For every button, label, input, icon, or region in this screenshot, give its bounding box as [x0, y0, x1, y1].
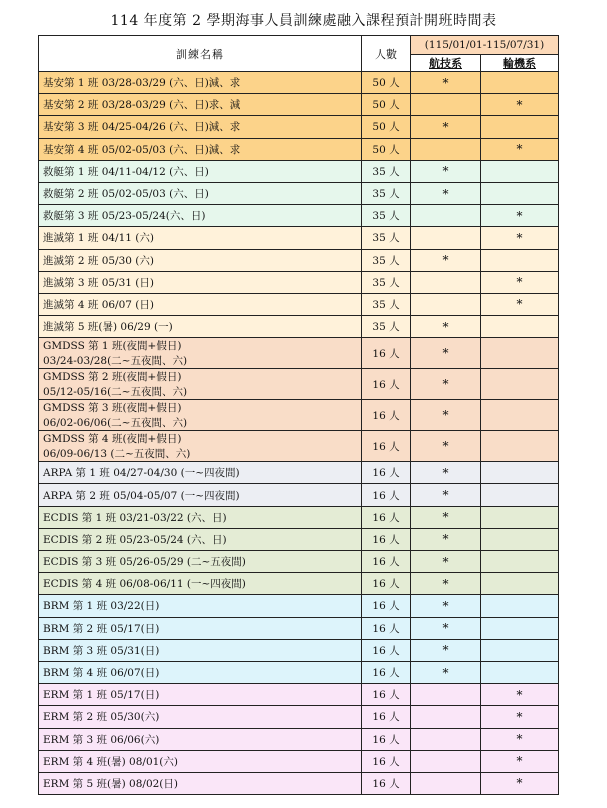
engineering-dept-mark: * [481, 772, 559, 794]
course-name-cell [39, 400, 362, 431]
course-name: ECDIS 第 2 班 05/23-05/24 (六、日) [43, 533, 227, 546]
course-name-cell [39, 772, 362, 794]
headcount-cell: 35 人 [362, 205, 411, 227]
course-name: GMDSS 第 1 班(夜間+假日) [43, 340, 182, 353]
engineering-dept-mark [481, 595, 559, 617]
engineering-dept-mark [481, 573, 559, 595]
course-name: GMDSS 第 4 班(夜間+假日) [43, 433, 182, 446]
nautical-dept-mark [411, 293, 481, 315]
headcount-cell: 16 人 [362, 551, 411, 573]
headcount-cell: 35 人 [362, 160, 411, 182]
course-name-cell [39, 94, 362, 116]
headcount-cell: 16 人 [362, 369, 411, 400]
course-name-cell [39, 72, 362, 94]
nautical-dept-mark: * [411, 506, 481, 528]
course-name: ERM 第 3 班 06/06(六) [43, 733, 160, 746]
nautical-dept-mark: * [411, 249, 481, 271]
table-row [39, 182, 559, 204]
header-count: 人數 [362, 36, 411, 72]
headcount-cell: 35 人 [362, 293, 411, 315]
course-name-cell [39, 462, 362, 484]
course-name-cell [39, 160, 362, 182]
course-name-cell [39, 116, 362, 138]
course-name-cell [39, 506, 362, 528]
table-row [39, 750, 559, 772]
engineering-dept-mark: * [481, 728, 559, 750]
header-period: (115/01/01-115/07/31) [411, 36, 559, 55]
engineering-dept-mark [481, 72, 559, 94]
table-row [39, 506, 559, 528]
headcount-cell: 16 人 [362, 573, 411, 595]
course-name: ECDIS 第 4 班 06/08-06/11 (一~四夜間) [43, 578, 246, 591]
table-row [39, 462, 559, 484]
course-name: 救艇第 1 班 04/11-04/12 (六、日) [43, 165, 209, 178]
engineering-dept-mark [481, 338, 559, 369]
headcount-cell: 16 人 [362, 706, 411, 728]
engineering-dept-mark [481, 160, 559, 182]
course-name: ARPA 第 2 班 05/04-05/07 (一~四夜間) [43, 489, 240, 502]
course-name: 進滅第 2 班 05/30 (六) [43, 254, 154, 267]
course-name: ECDIS 第 1 班 03/21-03/22 (六、日) [43, 511, 227, 524]
course-name-cell [39, 484, 362, 506]
schedule-body [39, 72, 559, 795]
table-row [39, 271, 559, 293]
course-name-cell [39, 271, 362, 293]
engineering-dept-mark [481, 316, 559, 338]
table-row [39, 316, 559, 338]
nautical-dept-mark: * [411, 116, 481, 138]
course-name: ERM 第 1 班 05/17(日) [43, 689, 160, 702]
engineering-dept-mark: * [481, 227, 559, 249]
page-title: 114 年度第 2 學期海事人員訓練處融入課程預計開班時間表 [110, 13, 497, 29]
headcount-cell: 16 人 [362, 661, 411, 683]
headcount-cell: 16 人 [362, 462, 411, 484]
table-row [39, 528, 559, 550]
course-name: 基安第 2 班 03/28-03/29 (六、日)求、減 [43, 99, 241, 112]
nautical-dept-mark: * [411, 617, 481, 639]
course-name: BRM 第 4 班 06/07(日) [43, 667, 160, 680]
headcount-cell: 16 人 [362, 617, 411, 639]
course-name: ERM 第 2 班 05/30(六) [43, 711, 160, 724]
headcount-cell: 35 人 [362, 249, 411, 271]
nautical-dept-mark: * [411, 72, 481, 94]
headcount-cell: 35 人 [362, 227, 411, 249]
headcount-cell: 16 人 [362, 431, 411, 462]
engineering-dept-mark [481, 249, 559, 271]
nautical-dept-mark: * [411, 528, 481, 550]
headcount-cell: 16 人 [362, 595, 411, 617]
nautical-dept-mark [411, 684, 481, 706]
course-name: ERM 第 4 班(暑) 08/01(六) [43, 755, 178, 768]
course-name-cell [39, 528, 362, 550]
headcount-cell: 35 人 [362, 316, 411, 338]
table-row [39, 369, 559, 400]
table-row [39, 684, 559, 706]
course-name: 救艇第 2 班 05/02-05/03 (六、日) [43, 188, 209, 201]
course-name-cell [39, 750, 362, 772]
course-name: ARPA 第 1 班 04/27-04/30 (一~四夜間) [43, 467, 240, 480]
course-name-cell [39, 551, 362, 573]
course-name: 救艇第 3 班 05/23-05/24(六、日) [43, 210, 206, 223]
course-name: 進滅第 4 班 06/07 (日) [43, 298, 154, 311]
course-name: 進滅第 3 班 05/31 (日) [43, 276, 154, 289]
nautical-dept-mark: * [411, 431, 481, 462]
table-row [39, 205, 559, 227]
table-row [39, 160, 559, 182]
engineering-dept-mark [481, 639, 559, 661]
table-row [39, 116, 559, 138]
nautical-dept-mark [411, 750, 481, 772]
nautical-dept-mark: * [411, 595, 481, 617]
engineering-dept-mark: * [481, 293, 559, 315]
nautical-dept-mark [411, 706, 481, 728]
course-name: ECDIS 第 3 班 05/26-05/29 (二~五夜間) [43, 556, 246, 569]
engineering-dept-mark: * [481, 138, 559, 160]
nautical-dept-mark: * [411, 400, 481, 431]
headcount-cell: 16 人 [362, 506, 411, 528]
table-row [39, 227, 559, 249]
course-name-cell [39, 369, 362, 400]
table-row [39, 400, 559, 431]
headcount-cell: 35 人 [362, 271, 411, 293]
table-row [39, 293, 559, 315]
engineering-dept-mark [481, 617, 559, 639]
table-row [39, 573, 559, 595]
headcount-cell: 16 人 [362, 750, 411, 772]
table-row [39, 617, 559, 639]
course-name-cell [39, 316, 362, 338]
course-name-cell [39, 293, 362, 315]
headcount-cell: 50 人 [362, 94, 411, 116]
nautical-dept-mark: * [411, 661, 481, 683]
engineering-dept-mark [481, 462, 559, 484]
table-row [39, 595, 559, 617]
table-row [39, 249, 559, 271]
headcount-cell: 50 人 [362, 138, 411, 160]
course-name: BRM 第 1 班 03/22(日) [43, 600, 160, 613]
course-name: 進滅第 5 班(暑) 06/29 (一) [43, 321, 173, 334]
course-name-cell [39, 617, 362, 639]
headcount-cell: 16 人 [362, 484, 411, 506]
table-row [39, 639, 559, 661]
course-name-cell [39, 573, 362, 595]
nautical-dept-mark: * [411, 316, 481, 338]
headcount-cell: 16 人 [362, 772, 411, 794]
nautical-dept-mark: * [411, 573, 481, 595]
headcount-cell: 16 人 [362, 338, 411, 369]
schedule-table [38, 35, 559, 795]
course-name-cell [39, 249, 362, 271]
engineering-dept-mark: * [481, 706, 559, 728]
nautical-dept-mark [411, 271, 481, 293]
course-name-cell [39, 639, 362, 661]
header-course-name: 訓練名稱 [39, 36, 362, 72]
headcount-cell: 16 人 [362, 728, 411, 750]
engineering-dept-mark [481, 182, 559, 204]
table-row [39, 772, 559, 794]
course-name: 基安第 3 班 04/25-04/26 (六、日)減、求 [43, 121, 241, 134]
table-row [39, 484, 559, 506]
course-name-cell [39, 661, 362, 683]
table-row [39, 551, 559, 573]
header-dept-marine-engineering: 輪機系 [481, 55, 559, 72]
nautical-dept-mark: * [411, 639, 481, 661]
course-name-cell [39, 338, 362, 369]
course-name: BRM 第 3 班 05/31(日) [43, 644, 160, 657]
course-schedule: 03/24-03/28(二~五夜間、六) [43, 355, 188, 368]
table-row [39, 72, 559, 94]
engineering-dept-mark: * [481, 684, 559, 706]
course-name: 基安第 1 班 03/28-03/29 (六、日)減、求 [43, 77, 241, 90]
nautical-dept-mark: * [411, 462, 481, 484]
table-row [39, 94, 559, 116]
engineering-dept-mark [481, 506, 559, 528]
engineering-dept-mark [481, 400, 559, 431]
nautical-dept-mark [411, 205, 481, 227]
headcount-cell: 50 人 [362, 72, 411, 94]
course-name: 進滅第 1 班 04/11 (六) [43, 232, 154, 245]
course-name: BRM 第 2 班 05/17(日) [43, 622, 160, 635]
nautical-dept-mark [411, 227, 481, 249]
headcount-cell: 16 人 [362, 528, 411, 550]
course-name-cell [39, 205, 362, 227]
course-name: 基安第 4 班 05/02-05/03 (六、日)減、求 [43, 143, 241, 156]
headcount-cell: 50 人 [362, 116, 411, 138]
engineering-dept-mark [481, 369, 559, 400]
course-name-cell [39, 227, 362, 249]
nautical-dept-mark: * [411, 160, 481, 182]
engineering-dept-mark [481, 528, 559, 550]
engineering-dept-mark: * [481, 205, 559, 227]
engineering-dept-mark: * [481, 94, 559, 116]
table-row [39, 728, 559, 750]
nautical-dept-mark [411, 728, 481, 750]
course-name-cell [39, 706, 362, 728]
engineering-dept-mark: * [481, 750, 559, 772]
engineering-dept-mark [481, 551, 559, 573]
headcount-cell: 16 人 [362, 639, 411, 661]
nautical-dept-mark: * [411, 338, 481, 369]
table-row [39, 431, 559, 462]
nautical-dept-mark [411, 772, 481, 794]
course-name: ERM 第 5 班(暑) 08/02(日) [43, 777, 178, 790]
course-schedule: 06/02-06/06(二~五夜間、六) [43, 417, 188, 430]
table-row [39, 138, 559, 160]
engineering-dept-mark [481, 484, 559, 506]
headcount-cell: 16 人 [362, 400, 411, 431]
course-name-cell [39, 595, 362, 617]
header-dept-nautical: 航技系 [411, 55, 481, 72]
course-name: GMDSS 第 3 班(夜間+假日) [43, 402, 182, 415]
table-row [39, 661, 559, 683]
nautical-dept-mark: * [411, 182, 481, 204]
course-name-cell [39, 684, 362, 706]
course-name-cell [39, 431, 362, 462]
engineering-dept-mark [481, 661, 559, 683]
course-name-cell [39, 182, 362, 204]
course-schedule: 05/12-05/16(二~五夜間、六) [43, 386, 188, 399]
headcount-cell: 16 人 [362, 684, 411, 706]
course-schedule: 06/09-06/13 (二~五夜間、六) [43, 448, 191, 461]
nautical-dept-mark: * [411, 369, 481, 400]
course-name-cell [39, 728, 362, 750]
nautical-dept-mark [411, 94, 481, 116]
table-row [39, 706, 559, 728]
engineering-dept-mark: * [481, 271, 559, 293]
engineering-dept-mark [481, 431, 559, 462]
course-name-cell [39, 138, 362, 160]
table-row [39, 338, 559, 369]
course-name: GMDSS 第 2 班(夜間+假日) [43, 371, 182, 384]
engineering-dept-mark [481, 116, 559, 138]
nautical-dept-mark [411, 138, 481, 160]
nautical-dept-mark: * [411, 551, 481, 573]
nautical-dept-mark: * [411, 484, 481, 506]
headcount-cell: 35 人 [362, 182, 411, 204]
